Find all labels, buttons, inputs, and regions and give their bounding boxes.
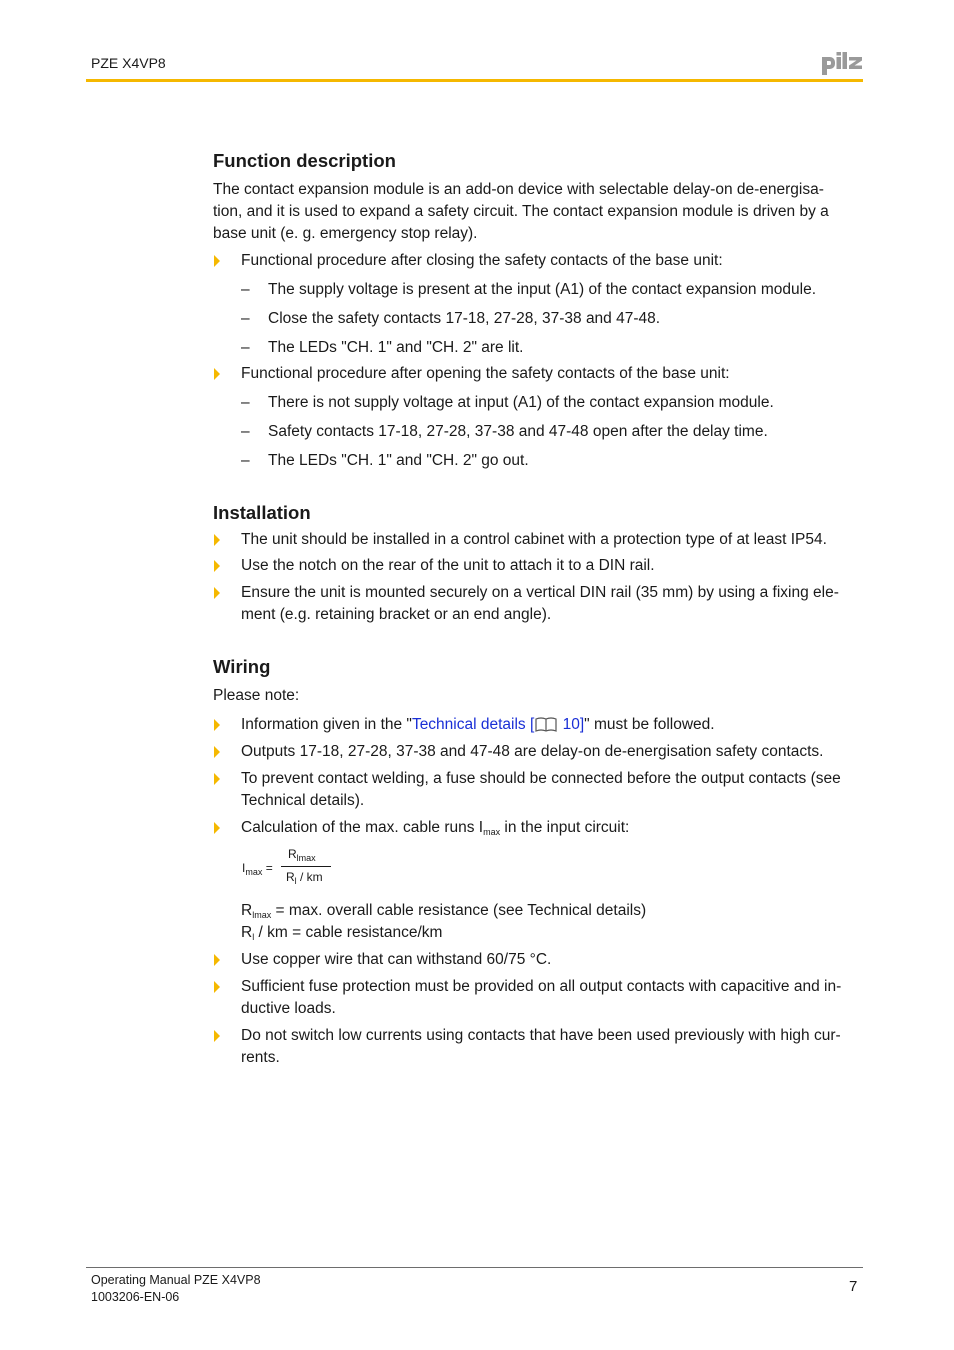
bullet-icon [214, 368, 220, 380]
bullet-icon [214, 255, 220, 267]
bullet-icon [214, 1030, 220, 1042]
wiring-bullet-6-line-1: Sufficient fuse protection must be provided on all output contacts with capacitive and in- [241, 978, 842, 995]
page-number: 7 [849, 1278, 858, 1295]
technical-details-link[interactable] [412, 716, 584, 733]
function-opening-step-3: The LEDs "CH. 1" and "CH. 2" go out. [268, 452, 529, 469]
formula-den-post: / km [296, 870, 323, 884]
formula-num-symbol: R [288, 847, 297, 861]
technical-details-link-page: 10] [558, 716, 585, 733]
formula-fraction-bar [281, 866, 331, 867]
function-closing-step-1: The supply voltage is present at the input (A1) of the contact expansion module. [268, 281, 816, 298]
def1-symbol: R [241, 902, 253, 919]
wiring-bullet-6-line-2: ductive loads. [241, 1000, 336, 1017]
header-rule [86, 79, 863, 82]
wiring-bullet-4-pre: Calculation of the max. cable runs I [241, 819, 484, 836]
def2-symbol: R [241, 924, 253, 941]
technical-details-link-text: Technical details [ [411, 716, 535, 733]
formula-lhs [242, 861, 273, 877]
dash: – [241, 423, 250, 440]
function-closing-step-2: Close the safety contacts 17-18, 27-28, 37-38 and 47-48. [268, 310, 661, 327]
bullet-icon [214, 822, 220, 834]
book-icon [535, 716, 557, 732]
bullet-icon [214, 954, 220, 966]
bullet-icon [214, 773, 220, 785]
footer-rule [86, 1267, 863, 1268]
bullet-icon [214, 534, 220, 546]
wiring-bullet-2: Outputs 17-18, 27-28, 37-38 and 47-48 are delay-on de-energisation safety contacts. [241, 743, 824, 760]
function-closing-step-3: The LEDs "CH. 1" and "CH. 2" are lit. [268, 339, 524, 356]
footer-manual-title: Operating Manual PZE X4VP8 [91, 1273, 261, 1287]
formula-num-sub: lmax [296, 853, 316, 863]
wiring-definition-2 [241, 922, 863, 948]
function-opening-step-2: Safety contacts 17-18, 27-28, 37-38 and 47-48 open after the delay time. [268, 423, 768, 440]
bullet-icon [214, 719, 220, 731]
bullet-icon [214, 981, 220, 993]
formula-lhs-sub: max [245, 867, 263, 877]
formula-den-symbol: R [286, 870, 295, 884]
def2-text: / km = cable resistance/km [254, 924, 443, 941]
wiring-bullet-3-line-2: Technical details). [241, 792, 365, 809]
function-heading: Function description [213, 150, 396, 171]
function-intro-line-1: The contact expansion module is an add-on device with selectable delay-on de-energisa- [213, 181, 824, 198]
wiring-bullet-7-line-2: rents. [241, 1049, 280, 1066]
wiring-bullet-1-post: " must be followed. [584, 716, 715, 733]
wiring-bullet-1 [241, 714, 863, 736]
def1-sub: lmax [252, 910, 272, 920]
dash: – [241, 452, 250, 469]
wiring-bullet-4-post: in the input circuit: [500, 819, 630, 836]
formula-lhs-symbol: I [242, 861, 246, 875]
formula-equals: = [262, 861, 273, 875]
dash: – [241, 310, 250, 327]
installation-bullet-1: The unit should be installed in a control cabinet with a protection type of at least IP54. [241, 531, 827, 548]
installation-bullet-3-line-1: Ensure the unit is mounted securely on a vertical DIN rail (35 mm) by using a fixing ele- [241, 584, 839, 601]
function-opening-step-1: There is not supply voltage at input (A1) of the contact expansion module. [268, 394, 774, 411]
wiring-bullet-1-pre: Information given in the " [241, 716, 412, 733]
bullet-icon [214, 746, 220, 758]
dash: – [241, 339, 250, 356]
bullet-icon [214, 560, 220, 572]
wiring-heading: Wiring [213, 656, 271, 677]
def2-sub: l [252, 932, 255, 942]
function-intro-line-2: tion, and it is used to expand a safety circuit. The contact expansion module is driven by a [213, 203, 829, 220]
formula-denominator [286, 870, 323, 886]
formula-den-sub: l [294, 876, 297, 886]
function-intro-line-3: base unit (e. g. emergency stop relay). [213, 225, 478, 242]
function-bullet-opening: Functional procedure after opening the safety contacts of the base unit: [241, 365, 730, 382]
wiring-bullet-5: Use copper wire that can withstand 60/75 °C. [241, 951, 552, 968]
installation-bullet-3-line-2: ment (e.g. retaining bracket or an end angle). [241, 606, 552, 623]
wiring-note: Please note: [213, 687, 300, 704]
formula-numerator [288, 847, 316, 863]
bullet-icon [214, 587, 220, 599]
installation-heading: Installation [213, 502, 311, 523]
pilz-logo [820, 51, 864, 77]
dash: – [241, 394, 250, 411]
wiring-bullet-4 [241, 817, 863, 843]
footer-doc-number: 1003206-EN-06 [91, 1290, 180, 1304]
wiring-bullet-4-sub: max [483, 827, 501, 837]
wiring-bullet-7-line-1: Do not switch low currents using contacts that have been used previously with high cur- [241, 1027, 841, 1044]
installation-bullet-2: Use the notch on the rear of the unit to attach it to a DIN rail. [241, 557, 655, 574]
wiring-bullet-3-line-1: To prevent contact welding, a fuse should be connected before the output contacts (see [241, 770, 841, 787]
dash: – [241, 281, 250, 298]
function-bullet-closing: Functional procedure after closing the safety contacts of the base unit: [241, 252, 723, 269]
header-title: PZE X4VP8 [91, 55, 166, 71]
def1-text: = max. overall cable resistance (see Technical details) [271, 902, 647, 919]
